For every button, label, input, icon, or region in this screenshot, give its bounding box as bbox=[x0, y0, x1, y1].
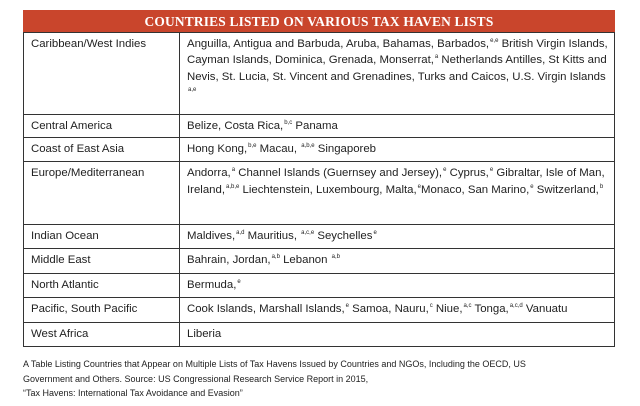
country-text: Niue, bbox=[432, 303, 463, 316]
country-text: Maldives, bbox=[187, 230, 236, 243]
footnote-marker: b,c bbox=[284, 120, 293, 126]
region-cell: North Atlantic bbox=[24, 274, 180, 298]
region-cell: Middle East bbox=[24, 249, 180, 274]
region-cell: West Africa bbox=[24, 323, 180, 347]
footnote-marker: e,e bbox=[490, 38, 499, 44]
footnote-marker: a,b,e bbox=[301, 143, 315, 150]
table-row bbox=[24, 225, 615, 249]
table-row bbox=[24, 138, 615, 162]
caption-line: Government and Others. Source: US Congressional Research Service Report in 2015, bbox=[23, 373, 369, 384]
footnote-marker: b,e bbox=[248, 143, 257, 150]
country-text: Channel Islands (Guernsey and Jersey), bbox=[235, 167, 443, 180]
country-text: Hong Kong, bbox=[187, 143, 248, 156]
region-cell: Pacific, South Pacific bbox=[24, 298, 180, 323]
country-text: Tonga, bbox=[471, 303, 509, 316]
country-text: Cook Islands, Marshall Islands, bbox=[187, 303, 345, 316]
footnote-marker: a,d bbox=[236, 230, 245, 237]
country-text: Anguilla, Antigua and Barbuda, Aruba, Bahamas, Barbados, bbox=[187, 38, 490, 50]
country-text: Monaco, San Marino, bbox=[421, 183, 530, 196]
country-text: Liechtenstein, Luxembourg, Malta, bbox=[239, 183, 417, 196]
caption-line: “Tax Havens: International Tax Avoidance and Evasion” bbox=[23, 388, 243, 398]
footnote-marker: e bbox=[489, 167, 494, 174]
footnote-marker: e bbox=[373, 230, 377, 237]
countries-cell bbox=[180, 115, 615, 138]
footnote-marker: a,c,e bbox=[301, 230, 315, 237]
table-body bbox=[24, 33, 615, 347]
region-cell: Coast of East Asia bbox=[24, 138, 180, 162]
countries-cell bbox=[180, 138, 615, 162]
countries-cell bbox=[180, 249, 615, 274]
country-text: Samoa, Nauru, bbox=[348, 303, 429, 316]
country-text: Switzerland, bbox=[533, 183, 599, 196]
countries-cell bbox=[180, 225, 615, 249]
tax-haven-table bbox=[23, 32, 615, 347]
table-row bbox=[24, 115, 615, 138]
footnote-marker: e bbox=[443, 167, 447, 174]
table-row bbox=[24, 323, 615, 347]
footnote-marker: a,b bbox=[331, 254, 340, 261]
footnote-marker: a,c,d bbox=[509, 303, 523, 310]
table-row bbox=[24, 274, 615, 298]
countries-cell bbox=[180, 274, 615, 298]
country-text: Singaporeb bbox=[314, 143, 376, 156]
footnote-marker: c bbox=[429, 303, 433, 310]
country-text: Vanuatu bbox=[522, 303, 568, 316]
footnote-marker: e bbox=[530, 183, 534, 190]
country-text: Lebanon bbox=[279, 254, 331, 267]
country-text: Netherlands Antilles, St Kitts and Nevis, St. Lucia, St. Vincent and Grenadines, Turks and Caicos, U.S. Virgin Islands bbox=[187, 54, 607, 83]
country-text: Belize, Costa Rica, bbox=[187, 120, 284, 132]
footnote-marker: a,c bbox=[463, 303, 472, 310]
footnote-marker: e bbox=[345, 303, 349, 310]
country-text: Mauritius, bbox=[244, 230, 301, 243]
country-text: Gibraltar, Isle of Man, Ireland, bbox=[187, 167, 605, 196]
footnote-marker: a,b,e bbox=[226, 183, 240, 190]
country-text: British Virgin Islands, Cayman Islands, Dominica, Grenada, Monserrat, bbox=[187, 38, 608, 67]
country-text: Bahrain, Jordan, bbox=[187, 254, 271, 267]
region-cell: Caribbean/West Indies bbox=[24, 33, 180, 115]
region-cell: Europe/Mediterranean bbox=[24, 162, 180, 225]
table-row bbox=[24, 162, 615, 225]
country-text: Bermuda, bbox=[187, 279, 237, 292]
country-text: Andorra, bbox=[187, 167, 231, 180]
countries-cell bbox=[180, 162, 615, 225]
footnote-marker: e bbox=[417, 183, 421, 190]
countries-cell bbox=[180, 298, 615, 323]
footnote-marker: a bbox=[231, 167, 236, 174]
countries-cell bbox=[180, 323, 615, 347]
table-row bbox=[24, 33, 615, 115]
country-text: Panama bbox=[292, 120, 338, 132]
table-caption bbox=[23, 357, 623, 401]
tax-haven-table-container bbox=[23, 10, 615, 347]
table-row bbox=[24, 298, 615, 323]
region-cell: Indian Ocean bbox=[24, 225, 180, 249]
region-cell: Central America bbox=[24, 115, 180, 138]
footnote-marker: a,e bbox=[188, 87, 197, 94]
countries-cell bbox=[180, 33, 615, 115]
caption-line: A Table Listing Countries that Appear on Multiple Lists of Tax Havens Issued by Countries and NGOs, Including the OECD, US bbox=[23, 359, 526, 369]
country-text: Macau, bbox=[256, 143, 301, 156]
footnote-marker: b bbox=[599, 183, 604, 190]
footnote-marker: e bbox=[237, 279, 241, 286]
footnote-marker: a,b bbox=[271, 254, 280, 261]
country-text: Liberia bbox=[187, 328, 222, 341]
country-text: Cyprus, bbox=[446, 167, 489, 180]
country-text: Seychelles bbox=[314, 230, 373, 243]
table-row bbox=[24, 249, 615, 274]
footnote-marker: a bbox=[434, 54, 439, 61]
table-title: COUNTRIES LISTED ON VARIOUS TAX HAVEN LISTS bbox=[23, 10, 615, 32]
